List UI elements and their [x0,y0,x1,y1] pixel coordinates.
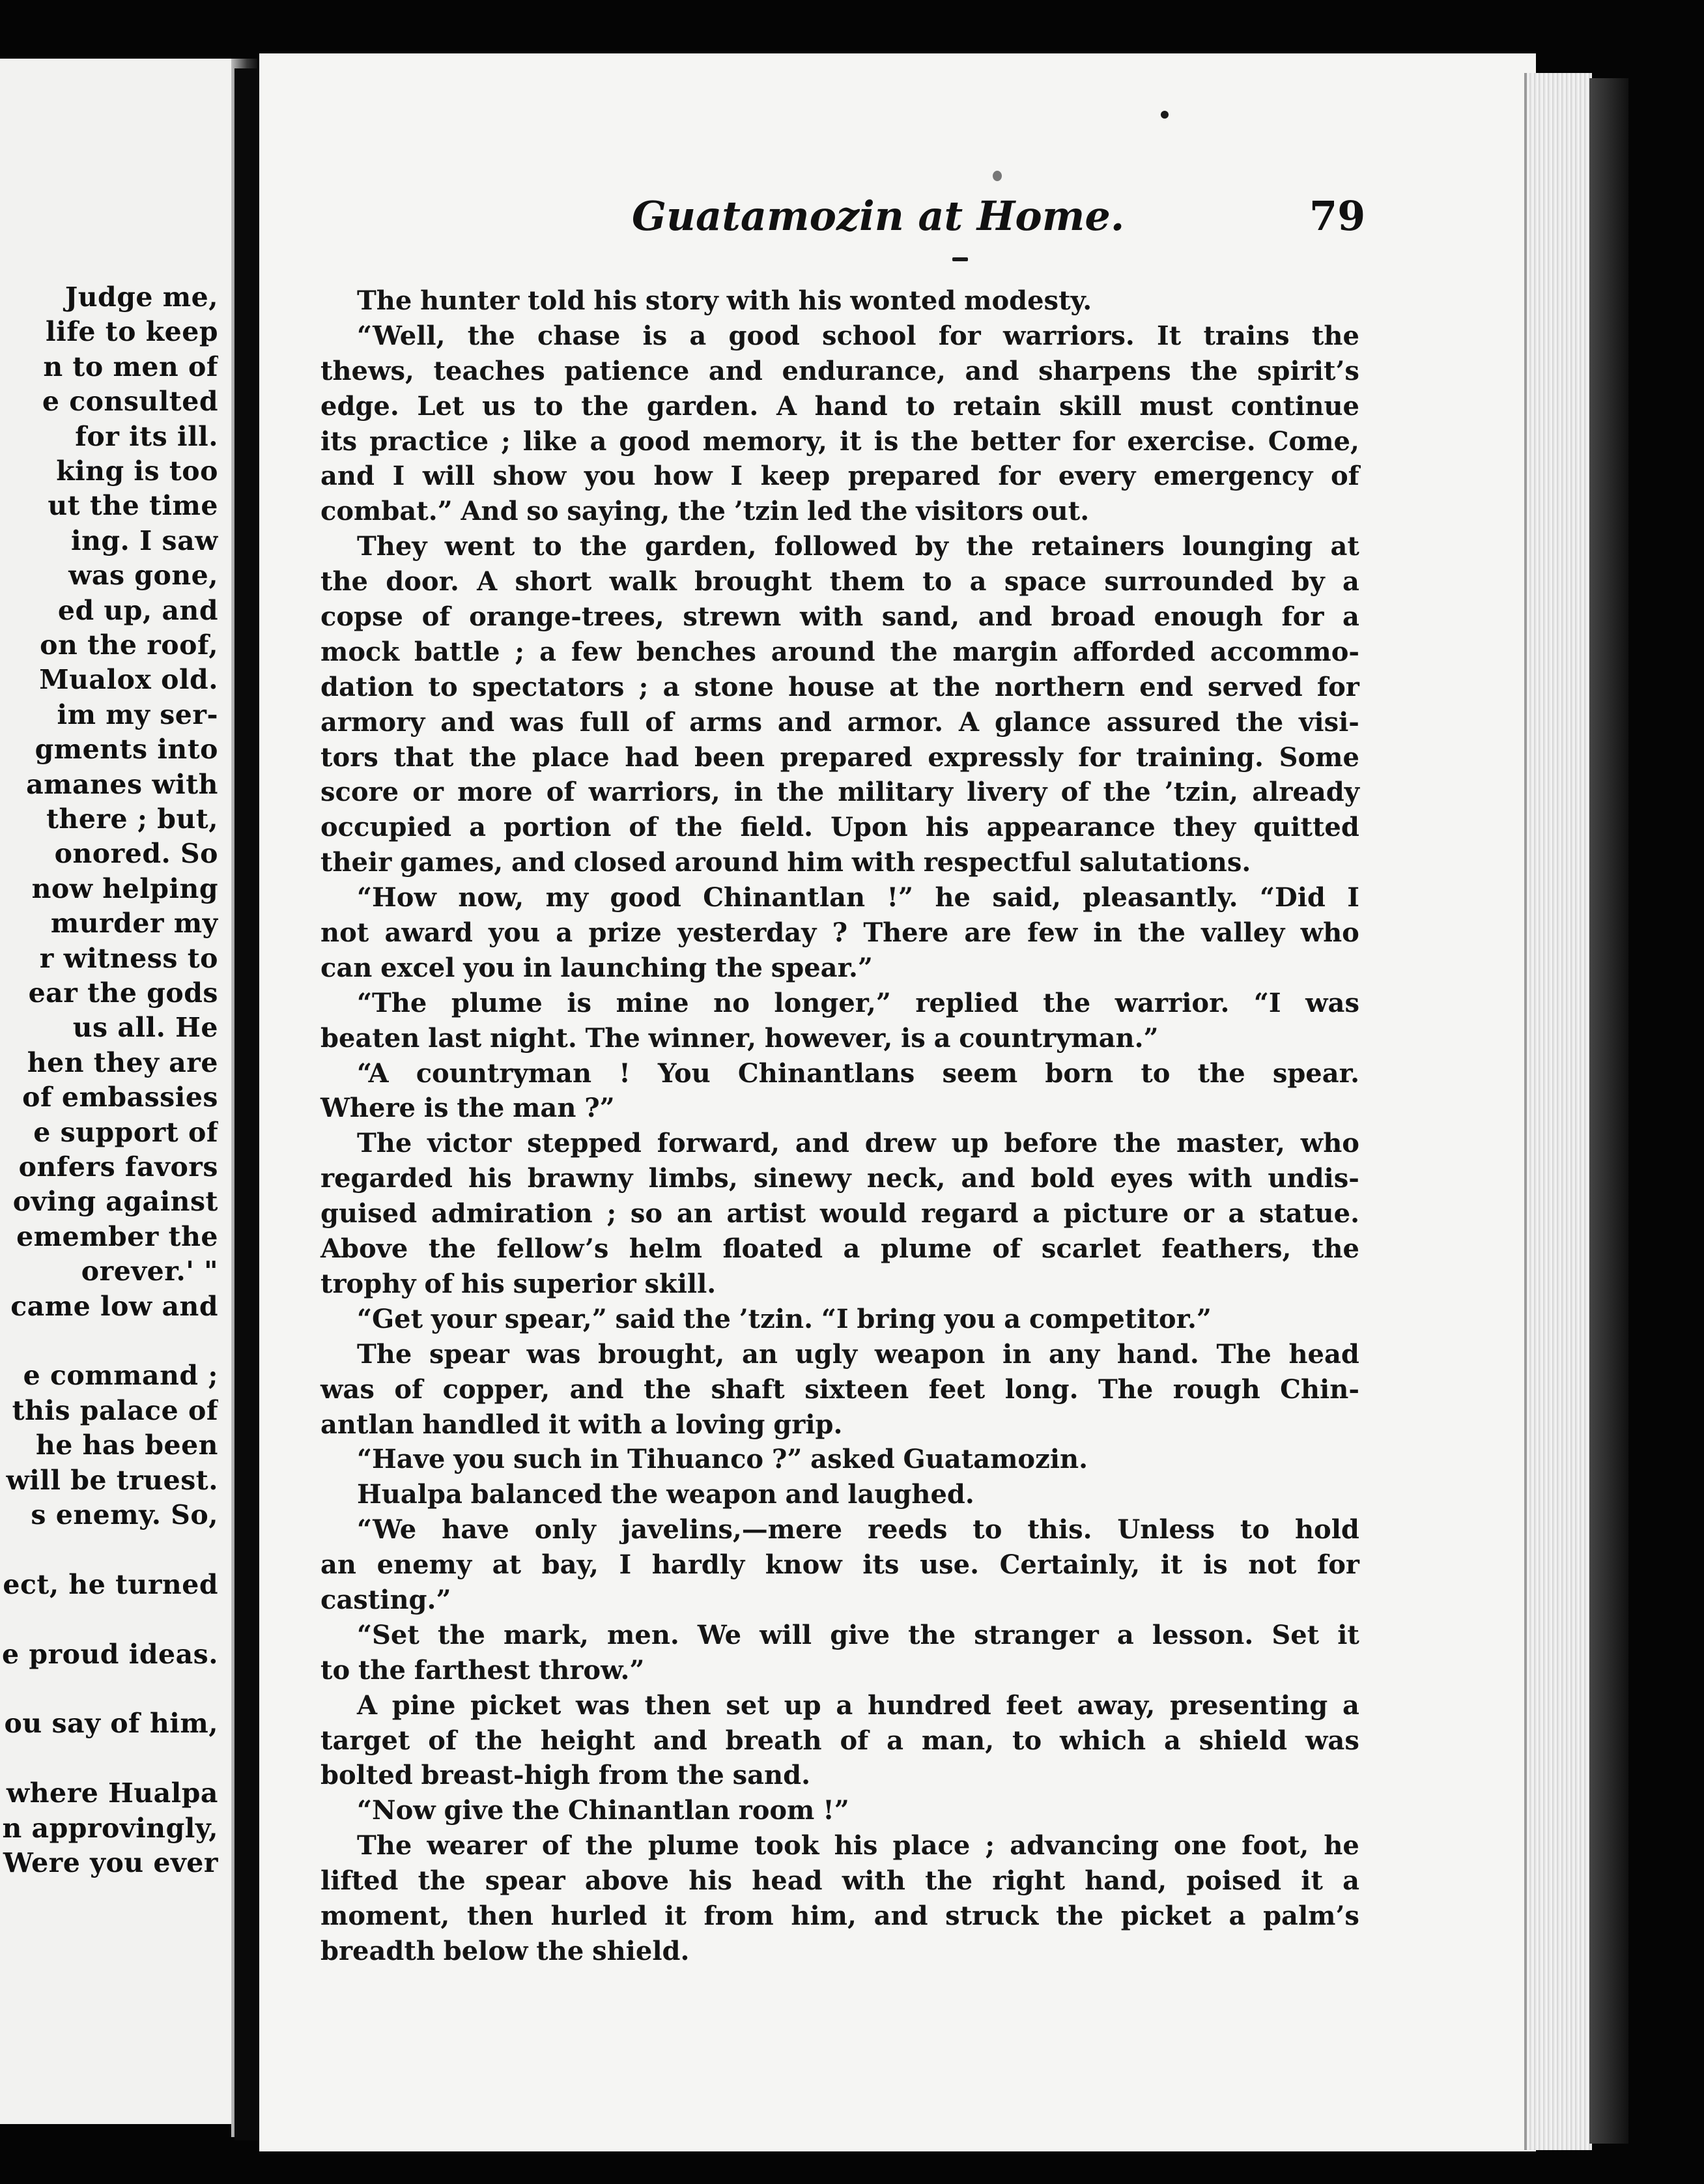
text-line: Hualpa balanced the weapon and laughed. [357,1479,974,1510]
text-line: regarded his brawny limbs, sinewy neck, and bold eyes with undis- [320,1163,1359,1194]
text-line: an enemy at bay, I hardly know its use. Certainly, it is not for [320,1549,1359,1581]
left-page-line: r witness to [39,942,218,974]
text-line: score or more of warriors, in the military livery of the ’tzin, already [320,777,1359,808]
left-page-line: was gone, [68,560,218,592]
text-line: the door. A short walk brought them to a space surrounded by a [320,566,1359,597]
text-line: The hunter told his story with his wonted modesty. [357,285,1092,316]
text-line: mock battle ; a few benches around the margin afforded accommo- [320,636,1359,667]
left-page-line: murder my [50,908,218,940]
left-page-line: where Hualpa [6,1777,218,1809]
left-page-line: onfers favors [18,1151,218,1183]
page-edges [1524,73,1592,2150]
left-page-line: ear the gods [28,977,218,1009]
left-page-line: n to men of [43,351,218,382]
book-spine [234,68,259,2140]
left-page-line: now helping [31,872,218,904]
text-line: occupied a portion of the field. Upon his appearance they quitted [320,812,1359,843]
text-line: The wearer of the plume took his place ; advancing one foot, he [357,1830,1359,1861]
text-line: target of the height and breath of a man, to which a shield was [320,1725,1359,1756]
text-line: guised admiration ; so an artist would regard a picture or a statue. [320,1198,1359,1229]
text-line: “Now give the Chinantlan room !” [357,1795,849,1826]
left-page-line: on the roof, [40,629,218,661]
left-page-line: hen they are [27,1046,218,1078]
left-page-line: Judge me, [64,281,218,313]
left-page-line: s enemy. So, [31,1499,218,1530]
text-line: The victor stepped forward, and drew up before the master, who [357,1128,1359,1159]
left-page-line: king is too [56,455,218,487]
running-head: Guatamozin at Home. [632,192,1125,240]
left-page-line: ect, he turned [3,1568,218,1600]
text-line: not award you a prize yesterday ? There are few in the valley who [320,917,1359,949]
text-line: bolted breast-high from the sand. [320,1760,811,1791]
text-line: beaten last night. The winner, however, is a countryman.” [320,1022,1159,1054]
left-page-line: amanes with [26,768,218,800]
left-page-line: e consulted [42,386,218,418]
left-page-line: of embassies [22,1082,218,1114]
text-line: tors that the place had been prepared expressly for training. Some [320,741,1359,773]
text-line: their games, and closed around him with respectful salutations. [320,847,1251,878]
text-line: and I will show you how I keep prepared for every emergency of [320,461,1359,492]
left-page-line: for its ill. [75,420,218,452]
body-text [320,283,1359,1969]
page-number: 79 [1309,192,1366,240]
ink-speck [993,171,1002,181]
text-line: A pine picket was then set up a hundred feet away, presenting a [357,1689,1359,1721]
left-page-line: orever.' " [81,1256,218,1287]
left-page-line: this palace of [12,1394,218,1426]
text-line: Where is the man ?” [320,1093,615,1124]
left-page-line: ut the time [48,490,218,522]
text-line: Above the fellow’s helm floated a plume of scarlet feathers, the [320,1233,1359,1265]
left-page-line: oving against [12,1186,218,1218]
left-page-line: emember the [16,1220,218,1252]
text-line: moment, then hurled it from him, and struck the picket a palm’s [320,1900,1359,1931]
text-line: armory and was full of arms and armor. A glance assured the visi- [320,706,1359,738]
left-page-line: onored. So [54,838,218,870]
text-line: “Get your spear,” said the ’tzin. “I bring you a competitor.” [357,1303,1212,1334]
left-page-line: ou say of him, [4,1708,218,1740]
text-line: They went to the garden, followed by the retainers lounging at [357,531,1359,562]
text-line: The spear was brought, an ugly weapon in any hand. The head [357,1338,1359,1370]
text-line: was of copper, and the shaft sixteen feet long. The rough Chin- [320,1373,1359,1405]
left-page-line: there ; but, [46,803,218,835]
left-page-line: ing. I saw [71,524,218,556]
left-page-line: came low and [10,1290,218,1322]
text-line: lifted the spear above his head with the right hand, poised it a [320,1865,1359,1897]
left-page-line: Were you ever [3,1847,218,1878]
left-page-line: ed up, and [57,594,218,626]
text-line: combat.” And so saying, the ’tzin led the visitors out. [320,496,1090,527]
text-line: “Well, the chase is a good school for warriors. It trains the [357,320,1359,351]
text-line: can excel you in launching the spear.” [320,952,873,983]
left-page-line: will be truest. [6,1464,218,1496]
text-line: “Set the mark, men. We will give the stranger a lesson. Set it [357,1619,1359,1650]
left-page-line: n approvingly, [2,1812,218,1844]
text-line: antlan handled it with a loving grip. [320,1409,843,1440]
left-page-line: he has been [35,1430,218,1461]
left-page-line: e proud ideas. [2,1638,218,1670]
ink-speck [1161,111,1169,119]
left-page-line: gments into [35,734,218,766]
page-edges-shadow [1589,78,1628,2144]
text-line: trophy of his superior skill. [320,1268,717,1299]
text-line: “A countryman ! You Chinantlans seem born to the spear. [357,1057,1359,1089]
text-line: thews, teaches patience and endurance, and sharpens the spirit’s [320,355,1359,386]
text-line: breadth below the shield. [320,1935,690,1966]
text-line: its practice ; like a good memory, it is the better for exercise. Come, [320,425,1359,457]
text-line: edge. Let us to the garden. A hand to retain skill must continue [320,390,1359,422]
left-page-line: e command ; [23,1360,218,1392]
text-line: “We have only javelins,—mere reeds to this. Unless to hold [357,1514,1359,1545]
left-page-line: e support of [33,1116,218,1148]
left-page-line: life to keep [46,316,218,348]
left-page-line: us all. He [72,1012,218,1044]
text-line: dation to spectators ; a stone house at the northern end served for [320,671,1359,702]
text-line: copse of orange-trees, strewn with sand, and broad enough for a [320,601,1359,633]
left-page-line: im my ser- [57,698,218,730]
text-line: “How now, my good Chinantlan !” he said, pleasantly. “Did I [357,882,1359,913]
text-line: “Have you such in Tihuanco ?” asked Guatamozin. [357,1444,1088,1475]
text-line: to the farthest throw.” [320,1654,645,1686]
text-line: “The plume is mine no longer,” replied the warrior. “I was [357,987,1359,1018]
ink-speck [952,257,968,261]
text-line: casting.” [320,1584,451,1615]
left-page-line: Mualox old. [39,664,218,696]
